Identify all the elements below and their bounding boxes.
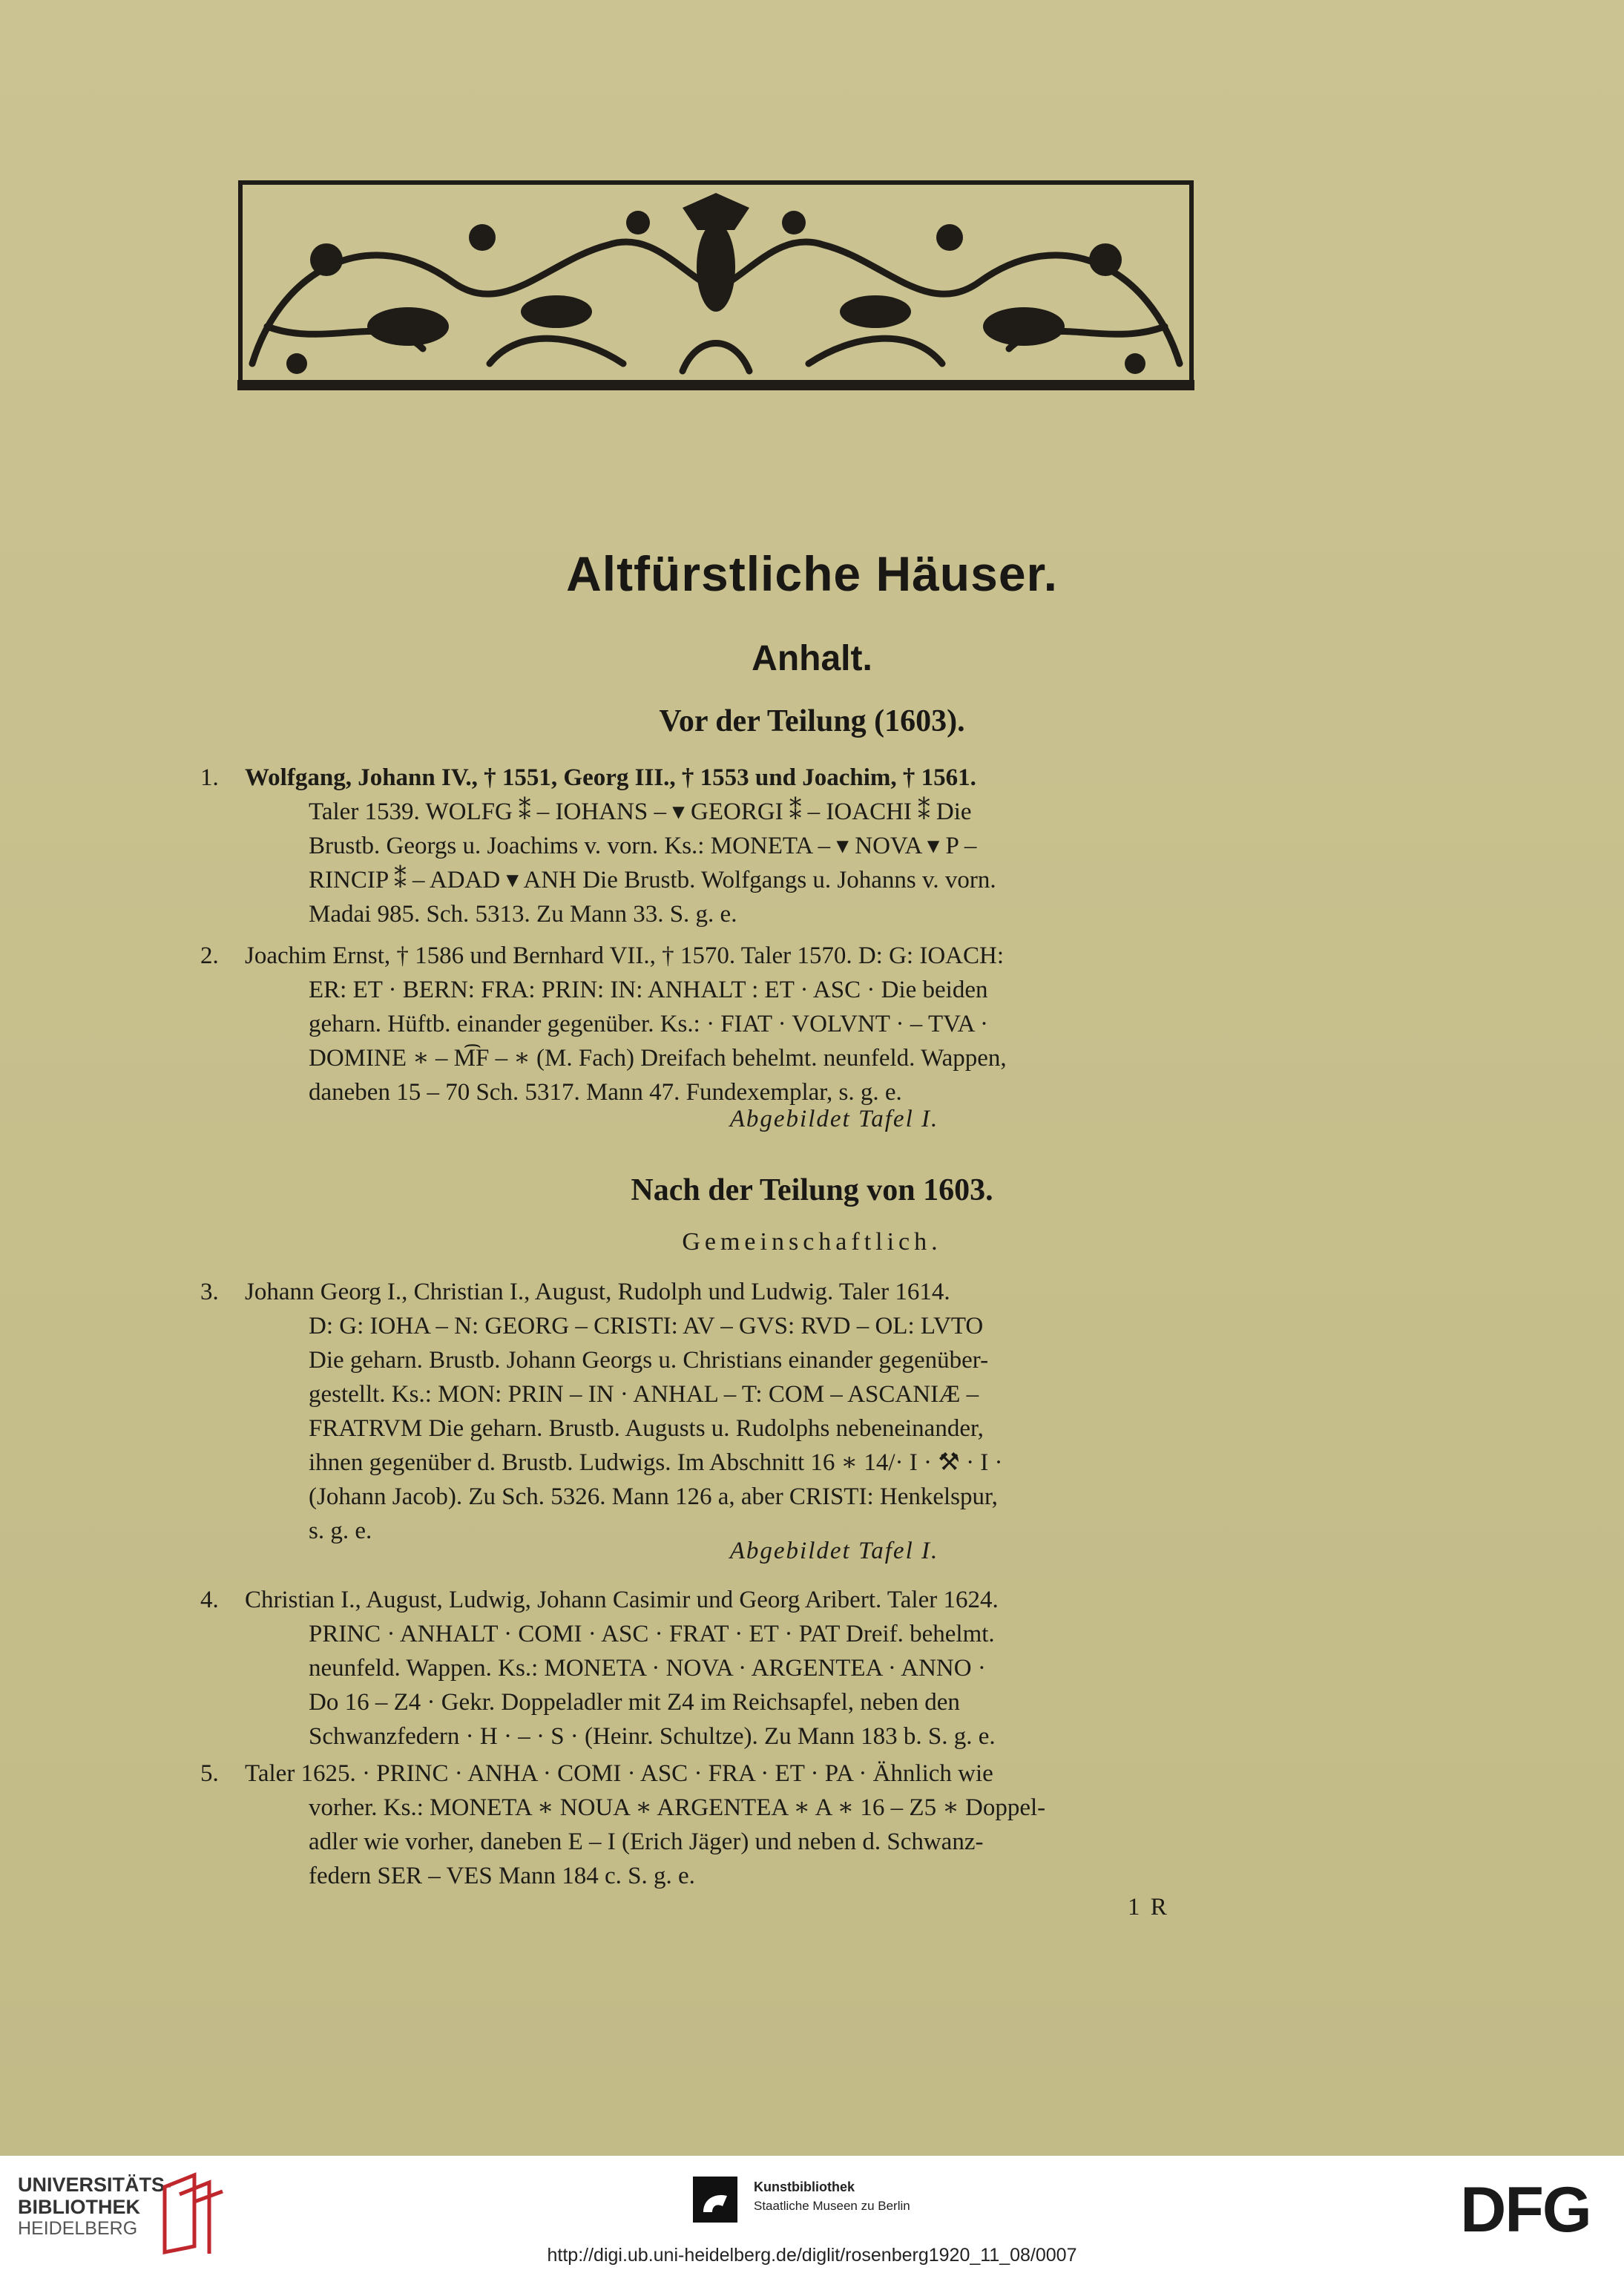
entry-line: neunfeld. Wappen. Ks.: MONETA · NOVA · ARGENTEA · ANNO · [309,1655,986,1682]
page-title: Altfürstliche Häuser. [566,546,1058,601]
entry-2 [200,939,1248,1109]
entry-line: adler wie vorher, daneben E – I (Erich Jäger) und neben d. Schwanz- [309,1828,984,1855]
figure-caption: Abgebildet Tafel I. [729,1538,939,1564]
entry-line: Johann Georg I., Christian I., August, Rudolph und Ludwig. Taler 1614. [245,1279,950,1305]
entry-number: 1. [200,764,219,791]
entry-number: 2. [200,942,219,969]
kunstbibliothek-title: Kunstbibliothek [754,2179,855,2194]
university-library-emblem-icon [157,2172,226,2255]
entry-line: Brustb. Georgs u. Joachims v. vorn. Ks.: MONETA – ▾ NOVA ▾ P – [309,833,977,859]
entry-line: vorher. Ks.: MONETA ∗ NOUA ∗ ARGENTEA ∗ A ∗ 16 – Z5 ∗ Doppel- [309,1794,1046,1821]
entry-4 [200,1583,1248,1754]
entry-line: gestellt. Ks.: MON: PRIN – IN · ANHAL – T: COM – ASCANIÆ – [309,1381,979,1408]
section-title: Anhalt. [752,639,872,678]
entry-line: PRINC · ANHALT · COMI · ASC · FRAT · ET · PAT Dreif. behelmt. [309,1621,995,1647]
entry-number: 4. [200,1587,219,1613]
entry-line: Wolfgang, Johann IV., † 1551, Georg III., † 1553 und Joachim, † 1561. [245,764,976,791]
svg-text:DFG: DFG [1460,2178,1591,2239]
entry-line: ihnen gegenüber d. Brustb. Ludwigs. Im Abschnitt 16 ∗ 14/· I · ⚒ · I · [309,1449,1003,1476]
dfg-logo[interactable] [1447,2178,1604,2239]
subsection-heading: Vor der Teilung (1603). [659,704,965,738]
entry-line: geharn. Hüftb. einander gegenüber. Ks.: · FIAT · VOLVNT · – TVA · [309,1011,988,1037]
university-name-line: BIBLIOTHEK [18,2196,140,2218]
entry-line: Taler 1539. WOLFG ⁑ – IOHANS – ▾ GEORGI ⁑ – IOACHI ⁑ Die [309,798,972,825]
subsection-label: Gemeinschaftlich. [682,1228,942,1256]
entry-line: s. g. e. [309,1518,372,1544]
entry-number: 3. [200,1279,219,1305]
entry-line: DOMINE ∗ – M͡F – ∗ (M. Fach) Dreifach behelmt. neunfeld. Wappen, [309,1045,1007,1072]
entry-line: daneben 15 – 70 Sch. 5317. Mann 47. Fundexemplar, s. g. e. [309,1079,902,1106]
entry-line: federn SER – VES Mann 184 c. S. g. e. [309,1863,695,1889]
printer-signature: 1 R [1128,1894,1169,1921]
entry-line: FRATRVM Die geharn. Brustb. Augusts u. Rudolphs nebeneinander, [309,1415,984,1442]
entry-line: D: G: IOHA – N: GEORG – CRISTI: AV – GVS: RVD – OL: LVTO [309,1313,984,1339]
university-name-line: UNIVERSITÄTS- [18,2174,172,2196]
entry-line: ER: ET · BERN: FRA: PRIN: IN: ANHALT : ET · ASC · Die beiden [309,977,988,1003]
entry-3 [200,1275,1248,1548]
figure-caption: Abgebildet Tafel I. [729,1106,939,1132]
kunstbibliothek-emblem-icon [693,2177,737,2223]
entry-line: Madai 985. Sch. 5313. Zu Mann 33. S. g. e. [309,901,737,928]
entry-5 [200,1757,1248,1893]
entry-line: Do 16 – Z4 · Gekr. Doppeladler mit Z4 im Reichsapfel, neben den [309,1689,960,1716]
entry-line: Joachim Ernst, † 1586 und Bernhard VII., † 1570. Taler 1570. D: G: IOACH: [245,942,1004,969]
page-url[interactable]: http://digi.ub.uni-heidelberg.de/diglit/rosenberg1920_11_08/0007 [547,2245,1077,2266]
subsection-heading: Nach der Teilung von 1603. [631,1173,993,1207]
kunstbibliothek-subtitle: Staatliche Museen zu Berlin [754,2199,910,2213]
university-name-line: HEIDELBERG [18,2218,138,2239]
entry-line: Die geharn. Brustb. Johann Georgs u. Christians einander gegenüber- [309,1347,989,1374]
entry-line: RINCIP ⁑ – ADAD ▾ ANH Die Brustb. Wolfgangs u. Johanns v. vorn. [309,867,996,893]
entry-number: 5. [200,1760,219,1787]
viewer-footer [0,2156,1624,2273]
entry-line: Schwanzfedern · H · – · S · (Heinr. Schultze). Zu Mann 183 b. S. g. e. [309,1723,996,1750]
entry-1 [200,761,1248,931]
ornamental-vine-frieze-icon [237,178,1194,393]
entry-line: Christian I., August, Ludwig, Johann Casimir und Georg Aribert. Taler 1624. [245,1587,999,1613]
entry-line: Taler 1625. · PRINC · ANHA · COMI · ASC · FRA · ET · PA · Ähnlich wie [245,1760,993,1787]
university-library-logo[interactable] [18,2174,171,2239]
entry-line: (Johann Jacob). Zu Sch. 5326. Mann 126 a, aber CRISTI: Henkelspur, [309,1483,998,1510]
